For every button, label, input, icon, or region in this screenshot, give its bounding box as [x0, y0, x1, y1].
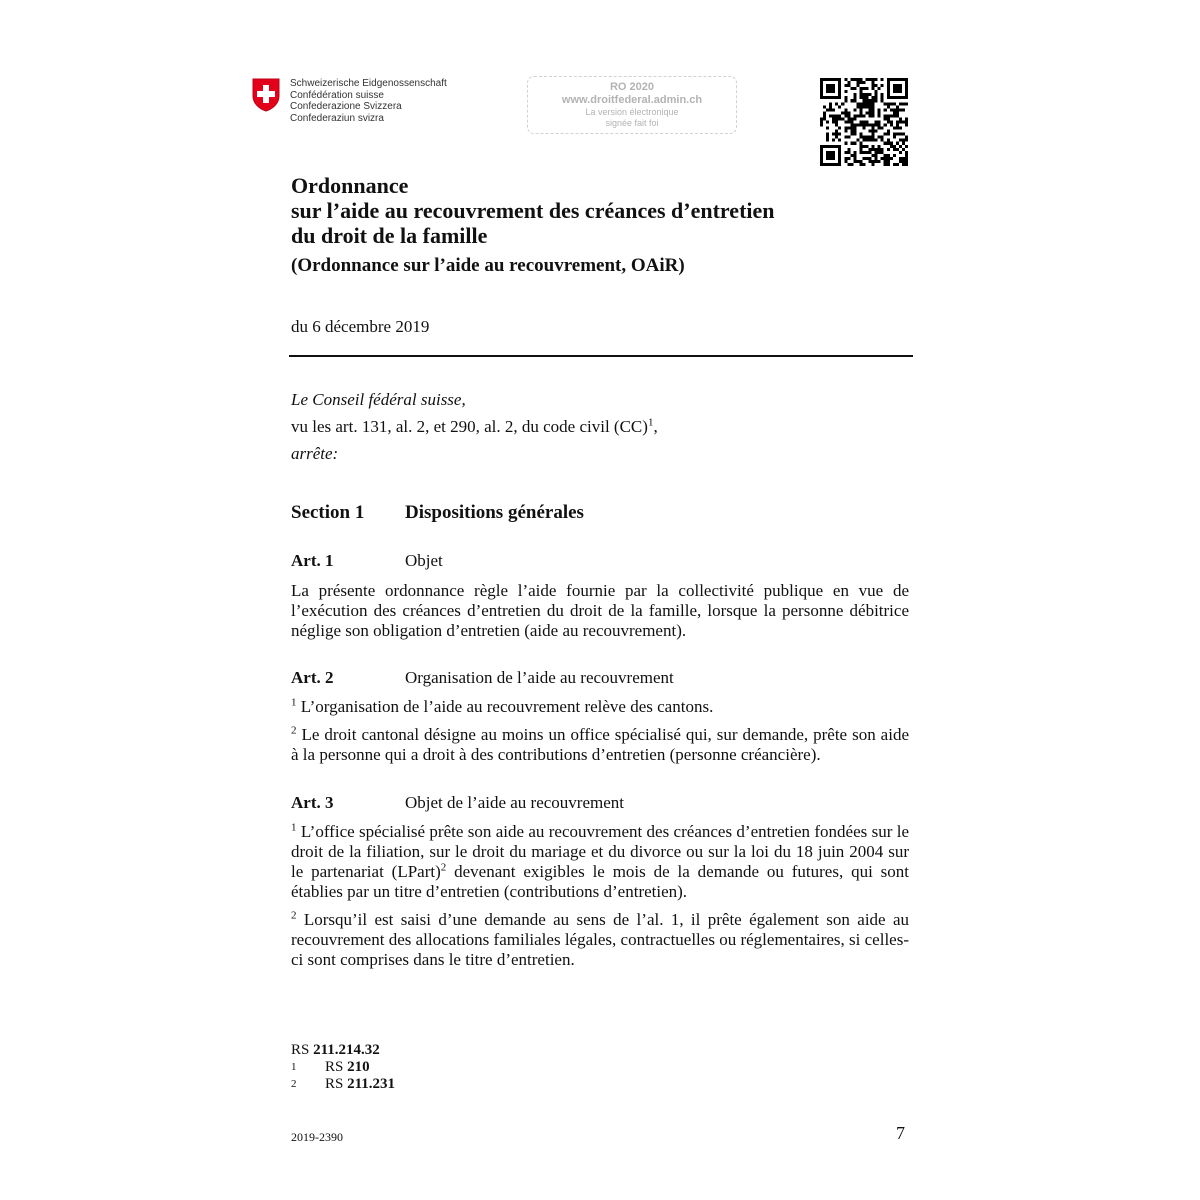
paragraph-text: devenant exigibles le mois de la demande ou futures, qui sont établies par un titre d’entretien (contributions d’entretien). — [291, 862, 909, 901]
confederation-name-rm: Confederaziun svizra — [290, 112, 384, 124]
confederation-names — [290, 78, 447, 124]
paragraph-text: Lorsqu’il est saisi d’une demande au sens de l’al. 1, il prête également son aide au recouvrement des allocations familiales légales, contractuelles ou réglementaires, si celles-ci sont comprises dans le titre d’entretien. — [291, 910, 909, 969]
paragraph-number: 2 — [291, 909, 297, 922]
rs-reference — [291, 1042, 395, 1059]
section-title: Dispositions générales — [405, 502, 584, 523]
section-label: Section 1 — [291, 502, 365, 523]
article-paragraph — [291, 910, 909, 970]
short-title: (Ordonnance sur l’aide au recouvrement, OAiR) — [291, 255, 685, 276]
footnote — [291, 1059, 395, 1076]
footnote-number: 2 — [291, 1078, 297, 1090]
article-number: Art. 2 — [291, 668, 334, 687]
article-title: Organisation de l’aide au recouvrement — [405, 668, 674, 687]
page-number: 7 — [896, 1123, 905, 1143]
article-heading — [291, 551, 443, 571]
section-heading — [291, 502, 584, 524]
stamp-url: www.droitfederal.admin.ch — [561, 94, 703, 106]
article-number: Art. 3 — [291, 793, 334, 812]
footnote-ref: 211.231 — [347, 1076, 396, 1092]
preamble-decree: arrête: — [291, 444, 339, 463]
document-number: 2019-2390 — [291, 1130, 343, 1144]
preamble — [291, 386, 658, 467]
article-title: Objet — [405, 551, 443, 570]
rs-number: 211.214.32 — [313, 1042, 380, 1058]
swiss-coat-of-arms-icon — [252, 78, 280, 112]
footnote — [291, 1076, 395, 1093]
title-divider — [289, 355, 913, 357]
article-title: Objet de l’aide au recouvrement — [405, 793, 625, 812]
footnote-ref-2: 2 — [440, 861, 447, 874]
title-line-3: du droit de la famille — [291, 223, 488, 248]
footnote-ref-1: 1 — [647, 416, 654, 429]
article-paragraph: La présente ordonnance règle l’aide fournie par la collectivité publique en vue de l’exécution des créances d’entretien du droit de la famille, lorsque la personne débitrice néglige son obligation d’entretien (aide au recouvrement). — [291, 581, 909, 640]
article-paragraph — [291, 822, 909, 902]
confederation-name-de: Schweizerische Eidgenossenschaft — [290, 78, 447, 89]
document-date: du 6 décembre 2019 — [291, 317, 430, 336]
preamble-basis-text: vu les art. 131, al. 2, et 290, al. 2, du code civil (CC) — [291, 417, 648, 436]
title-line-2: sur l’aide au recouvrement des créances d’entretien — [291, 198, 775, 223]
article-number: Art. 1 — [291, 551, 334, 570]
stamp-ro: RO 2020 — [609, 81, 655, 93]
title-line-1: Ordonnance — [291, 173, 409, 198]
paragraph-number: 1 — [291, 821, 297, 834]
article-heading — [291, 668, 674, 688]
confederation-name-fr: Confédération suisse — [290, 89, 384, 101]
preamble-basis — [291, 413, 658, 440]
footnote-prefix: RS — [325, 1059, 348, 1075]
paragraph-number: 2 — [291, 724, 297, 737]
confederation-name-it: Confederazione Svizzera — [290, 101, 402, 112]
stamp-note-1: La version électronique — [585, 107, 679, 117]
paragraph-text: L’office spécialisé prête son aide au recouvrement des créances d’entretien fondées sur le droit de la filiation, sur le droit du mariage et du divorce ou sur la loi du 18 juin 2004 sur le partenariat (LPart) — [291, 822, 909, 881]
footnotes — [291, 1042, 395, 1093]
article-paragraph — [291, 725, 909, 765]
footnote-number: 1 — [291, 1061, 297, 1073]
paragraph-text: L’organisation de l’aide au recouvrement relève des cantons. — [296, 697, 714, 716]
rs-prefix: RS — [291, 1042, 314, 1058]
footnote-prefix: RS — [325, 1076, 348, 1092]
article-paragraph — [291, 697, 909, 717]
paragraph-number: 1 — [291, 696, 297, 709]
paragraph-text: Le droit cantonal désigne au moins un office spécialisé qui, sur demande, prête son aide à la personne qui a droit à des contributions d’entretien (personne créancière). — [291, 725, 909, 764]
stamp-note-2: signée fait foi — [605, 118, 659, 128]
document-title — [291, 173, 775, 248]
official-publication-stamp — [527, 76, 737, 134]
preamble-basis-end: , — [653, 417, 658, 436]
preamble-authority: Le Conseil fédéral suisse, — [291, 390, 466, 409]
qr-code-icon — [820, 78, 908, 166]
article-heading — [291, 793, 624, 813]
footnote-ref: 210 — [347, 1059, 370, 1075]
